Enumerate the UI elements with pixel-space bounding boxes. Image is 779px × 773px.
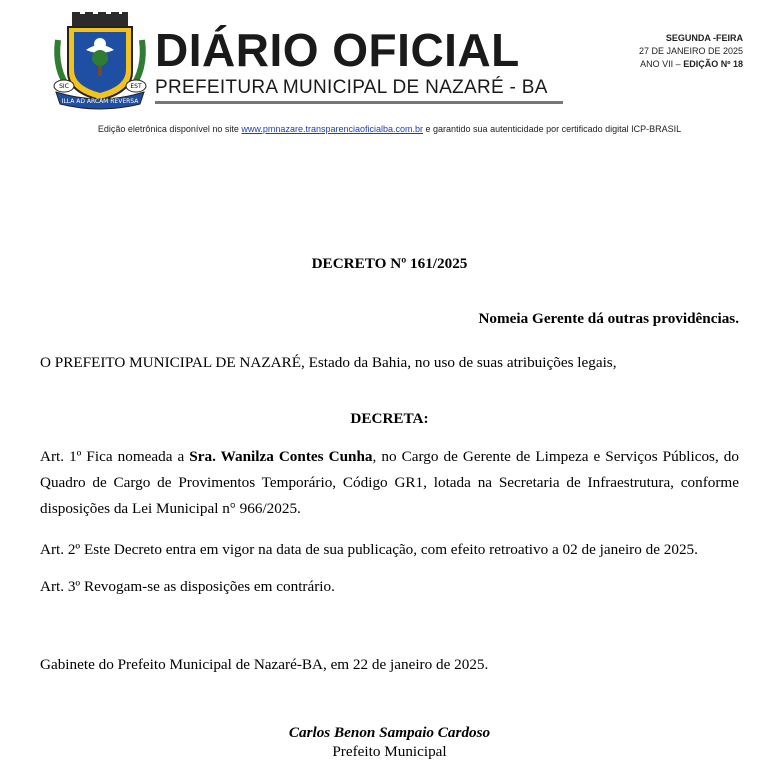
municipal-crest-icon — [50, 10, 150, 110]
edition-year: ANO VII – — [640, 59, 681, 69]
art1-prefix: Art. 1º Fica nomeada a — [40, 448, 190, 465]
decree-closing: Gabinete do Prefeito Municipal de Nazaré-BA, em 22 de janeiro de 2025. — [40, 656, 489, 673]
crest-motto: ILLA AD ARCAM REVERSA — [61, 98, 139, 105]
crest-right-label: EST — [130, 83, 142, 90]
decree-preamble: O PREFEITO MUNICIPAL DE NAZARÉ, Estado da Bahia, no uso de suas atribuições legais, — [40, 354, 617, 371]
notice-after: e garantido sua autenticidade por certificado digital ICP-BRASIL — [423, 124, 682, 134]
edition-number: EDIÇÃO Nº 18 — [683, 59, 743, 69]
edition-info — [639, 32, 743, 71]
decree-article-3: Art. 3º Revogam-se as disposições em contrário. — [40, 578, 335, 595]
signatory-title: Prefeito Municipal — [332, 743, 447, 760]
edition-notice — [0, 123, 779, 135]
decree-article-2: Art. 2º Este Decreto entra em vigor na data de sua publicação, com efeito retroativo a 02 de janeiro de 2025. — [40, 541, 698, 558]
decree-title: DECRETO Nº 161/2025 — [311, 255, 468, 272]
art1-appointee-name: Sra. Wanilza Contes Cunha — [189, 448, 373, 465]
notice-link[interactable]: www.pmnazare.transparenciaoficialba.com.br — [241, 124, 424, 134]
masthead-title: DIÁRIO OFICIAL — [155, 24, 520, 76]
art1-suffix: , no Cargo de Gerente de Limpeza e Serviços Públicos, do Quadro de Cargo de Provimentos Temporário, Código GR1, lotada na Secretaria de Infraestrutura, conforme disposições da Lei Municipal n° 966/2025. — [40, 448, 739, 517]
edition-weekday: SEGUNDA -FEIRA — [665, 33, 743, 43]
notice-before: Edição eletrônica disponível no site — [97, 124, 242, 134]
edition-number-line — [639, 58, 743, 71]
masthead-subtitle: PREFEITURA MUNICIPAL DE NAZARÉ - BA — [155, 77, 548, 98]
decree-article-1 — [40, 444, 739, 522]
decree-decreta: DECRETA: — [350, 410, 429, 427]
decree-ementa: Nomeia Gerente dá outras providências. — [478, 310, 739, 327]
signatory-name: Carlos Benon Sampaio Cardoso — [288, 724, 491, 741]
masthead-divider — [155, 101, 563, 104]
edition-date: 27 DE JANEIRO DE 2025 — [638, 46, 743, 56]
crest-left-label: SIC — [59, 83, 69, 90]
masthead — [0, 0, 779, 150]
